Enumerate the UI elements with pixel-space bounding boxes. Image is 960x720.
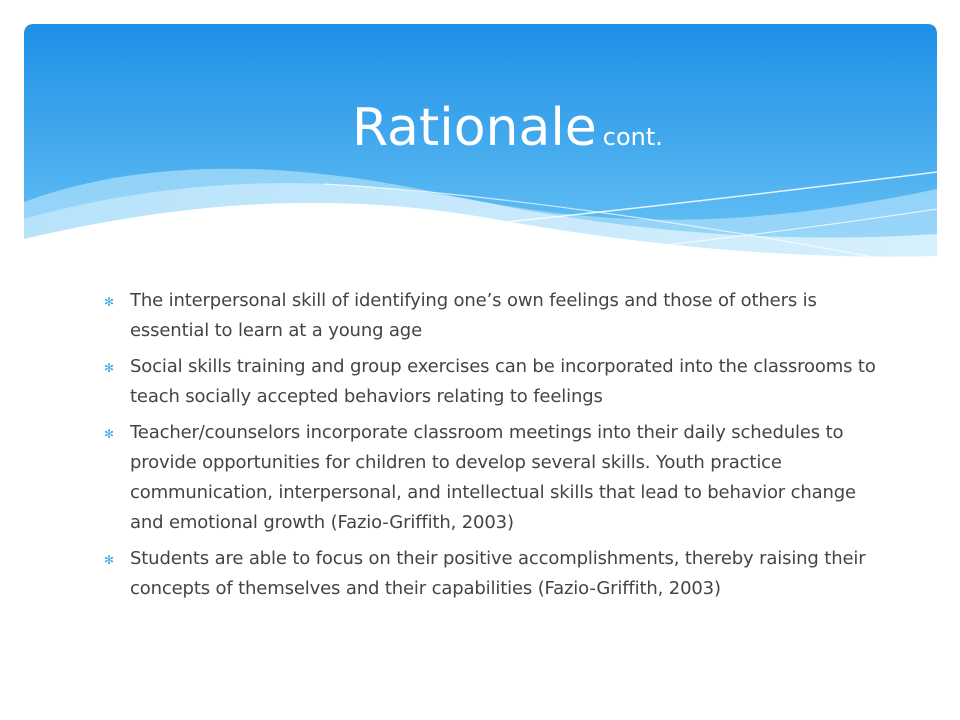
title-banner bbox=[24, 24, 937, 269]
bullet-text: Teacher/counselors incorporate classroom meetings into their daily schedules to provide opportunities for children to develop several skills. Youth practice communication, interpersonal, and intellectual skills that lead to behavior change and emotional growth (Fazio-Griffith, 2003) bbox=[130, 422, 856, 533]
bullet-marker-icon: ✻ bbox=[104, 553, 114, 567]
bullet-text: The interpersonal skill of identifying one’s own feelings and those of others is essential to learn at a young age bbox=[130, 290, 817, 341]
bullet-text: Social skills training and group exercises can be incorporated into the classrooms to teach socially accepted behaviors relating to feelings bbox=[130, 356, 876, 407]
bullet-marker-icon: ✻ bbox=[104, 361, 114, 375]
slide-title bbox=[352, 96, 663, 169]
bullet-list bbox=[104, 286, 876, 610]
bullet-item bbox=[104, 544, 876, 604]
slide-title-suffix: cont. bbox=[602, 123, 663, 151]
bullet-marker-icon: ✻ bbox=[104, 295, 114, 309]
bullet-item bbox=[104, 352, 876, 412]
bullet-item bbox=[104, 286, 876, 346]
bullet-marker-icon: ✻ bbox=[104, 427, 114, 441]
bullet-item bbox=[104, 418, 876, 538]
bullet-text: Students are able to focus on their positive accomplishments, thereby raising their concepts of themselves and their capabilities (Fazio-Griffith, 2003) bbox=[130, 548, 866, 599]
slide-title-main: Rationale bbox=[352, 98, 597, 158]
